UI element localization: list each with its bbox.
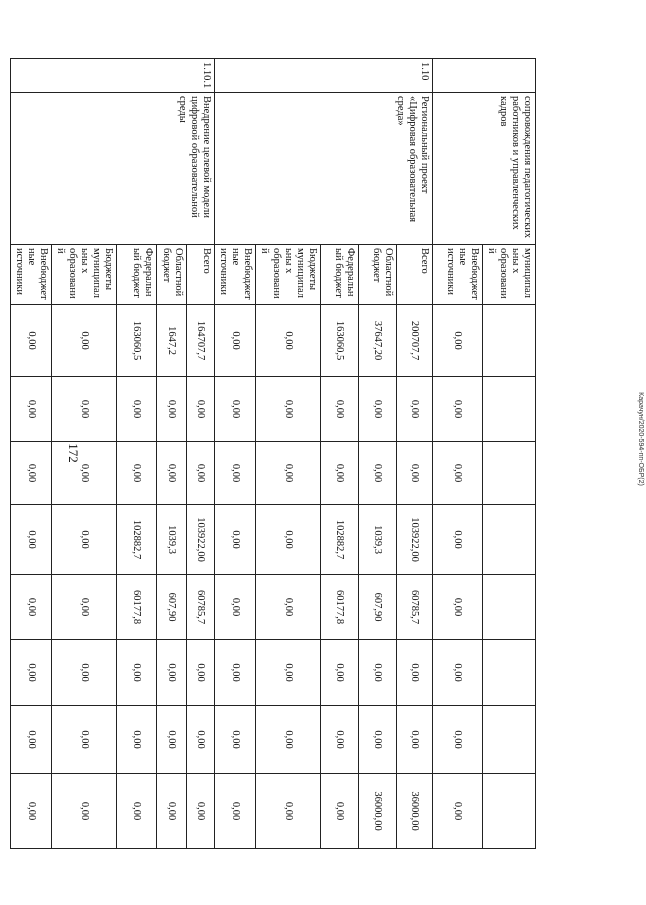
value-cell: 0,00 (256, 774, 321, 849)
rotated-table-container (14, 58, 536, 848)
value-cell: 0,00 (117, 377, 157, 442)
value-cell: 102882,7 (117, 505, 157, 575)
value-cell: 0,00 (433, 774, 483, 849)
funding-source: Федеральный бюджет (321, 245, 359, 305)
value-cell: 0,00 (215, 706, 256, 774)
value-cell: 0,00 (215, 774, 256, 849)
value-cell: 0,00 (117, 774, 157, 849)
value-cell: 0,00 (157, 640, 187, 706)
value-cell (483, 706, 536, 774)
row-number: 1.10 (215, 59, 433, 93)
value-cell: 36000,00 (397, 774, 433, 849)
value-cell: 0,00 (11, 442, 52, 505)
value-cell: 60177,8 (117, 575, 157, 640)
value-cell: 607,90 (157, 575, 187, 640)
value-cell (483, 640, 536, 706)
row-name: Внедрение целевой модели цифровой образовательной среды (11, 93, 215, 245)
value-cell: 0,00 (256, 442, 321, 505)
value-cell: 0,00 (215, 505, 256, 575)
funding-source: Областной бюджет (157, 245, 187, 305)
value-cell: 36000,00 (359, 774, 397, 849)
value-cell: 0,00 (157, 774, 187, 849)
row-name: Региональный проект «Цифровая образовательная среда» (215, 93, 433, 245)
value-cell: 0,00 (215, 575, 256, 640)
value-cell: 0,00 (52, 575, 117, 640)
value-cell: 1039,3 (359, 505, 397, 575)
value-cell: 0,00 (187, 774, 215, 849)
value-cell: 0,00 (359, 640, 397, 706)
value-cell: 0,00 (187, 377, 215, 442)
value-cell: 103922,00 (397, 505, 433, 575)
value-cell: 0,00 (433, 305, 483, 377)
value-cell: 0,00 (256, 575, 321, 640)
value-cell: 0,00 (11, 706, 52, 774)
value-cell: 0,00 (11, 774, 52, 849)
value-cell: 0,00 (52, 305, 117, 377)
page-number: 172 (66, 443, 81, 463)
value-cell: 0,00 (52, 442, 117, 505)
value-cell (483, 305, 536, 377)
funding-source: Внебюджетные источники (11, 245, 52, 305)
value-cell: 0,00 (433, 640, 483, 706)
row-number (433, 59, 536, 93)
value-cell: 0,00 (215, 305, 256, 377)
value-cell: 607,90 (359, 575, 397, 640)
row-number: 1.10.1 (11, 59, 215, 93)
value-cell: 0,00 (187, 640, 215, 706)
value-cell: 0,00 (117, 640, 157, 706)
funding-source: Бюджеты муниципальны х образований (256, 245, 321, 305)
value-cell: 0,00 (187, 706, 215, 774)
value-cell: 60785,7 (397, 575, 433, 640)
value-cell: 1647,2 (157, 305, 187, 377)
value-cell: 37647,20 (359, 305, 397, 377)
table-row (483, 59, 536, 849)
funding-source: Внебюджетные источники (433, 245, 483, 305)
value-cell: 0,00 (321, 640, 359, 706)
table-row (397, 59, 433, 849)
funding-source: Федеральный бюджет (117, 245, 157, 305)
value-cell: 60785,7 (187, 575, 215, 640)
value-cell: 0,00 (157, 377, 187, 442)
funding-source: Внебюджетные источники (215, 245, 256, 305)
value-cell: 0,00 (433, 575, 483, 640)
value-cell: 0,00 (52, 774, 117, 849)
value-cell: 0,00 (11, 305, 52, 377)
value-cell: 0,00 (433, 442, 483, 505)
value-cell: 163060,5 (117, 305, 157, 377)
footer-note: Карачун/2020-594-пп-ОБР(2) (637, 392, 644, 486)
value-cell: 0,00 (52, 640, 117, 706)
value-cell: 0,00 (359, 706, 397, 774)
value-cell: 103922,00 (187, 505, 215, 575)
value-cell: 0,00 (397, 706, 433, 774)
value-cell: 0,00 (433, 377, 483, 442)
value-cell: 0,00 (52, 377, 117, 442)
value-cell: 0,00 (321, 442, 359, 505)
value-cell: 0,00 (215, 640, 256, 706)
funding-source: Областной бюджет (359, 245, 397, 305)
value-cell: 0,00 (11, 505, 52, 575)
value-cell: 164707,7 (187, 305, 215, 377)
funding-source: Бюджеты муниципальны х образований (52, 245, 117, 305)
value-cell: 0,00 (321, 377, 359, 442)
row-name: сопровождения педагогических работников и управленческих кадров (433, 93, 536, 245)
value-cell (483, 774, 536, 849)
budget-table-body (11, 59, 536, 849)
value-cell: 60177,8 (321, 575, 359, 640)
value-cell: 0,00 (11, 575, 52, 640)
value-cell: 102882,7 (321, 505, 359, 575)
value-cell: 0,00 (359, 442, 397, 505)
value-cell: 1039,3 (157, 505, 187, 575)
funding-source: муниципальны х образований (483, 245, 536, 305)
table-row (187, 59, 215, 849)
value-cell: 0,00 (256, 640, 321, 706)
value-cell (483, 442, 536, 505)
value-cell: 0,00 (256, 505, 321, 575)
funding-source: Всего (187, 245, 215, 305)
value-cell (483, 377, 536, 442)
value-cell: 0,00 (321, 706, 359, 774)
value-cell: 0,00 (397, 640, 433, 706)
value-cell: 0,00 (52, 505, 117, 575)
value-cell: 0,00 (117, 442, 157, 505)
value-cell: 0,00 (321, 774, 359, 849)
value-cell: 0,00 (433, 706, 483, 774)
value-cell: 0,00 (157, 706, 187, 774)
value-cell: 0,00 (11, 377, 52, 442)
value-cell (483, 505, 536, 575)
value-cell: 0,00 (256, 706, 321, 774)
value-cell: 0,00 (397, 377, 433, 442)
funding-source: Всего (397, 245, 433, 305)
value-cell: 0,00 (52, 706, 117, 774)
value-cell: 0,00 (11, 640, 52, 706)
value-cell: 0,00 (215, 442, 256, 505)
value-cell: 0,00 (117, 706, 157, 774)
value-cell: 0,00 (256, 377, 321, 442)
value-cell: 0,00 (256, 305, 321, 377)
value-cell: 0,00 (187, 442, 215, 505)
value-cell: 0,00 (359, 377, 397, 442)
value-cell: 0,00 (433, 505, 483, 575)
budget-table (10, 58, 536, 849)
value-cell: 0,00 (157, 442, 187, 505)
value-cell: 0,00 (397, 442, 433, 505)
value-cell: 0,00 (215, 377, 256, 442)
value-cell (483, 575, 536, 640)
value-cell: 163060,5 (321, 305, 359, 377)
value-cell: 200707,7 (397, 305, 433, 377)
